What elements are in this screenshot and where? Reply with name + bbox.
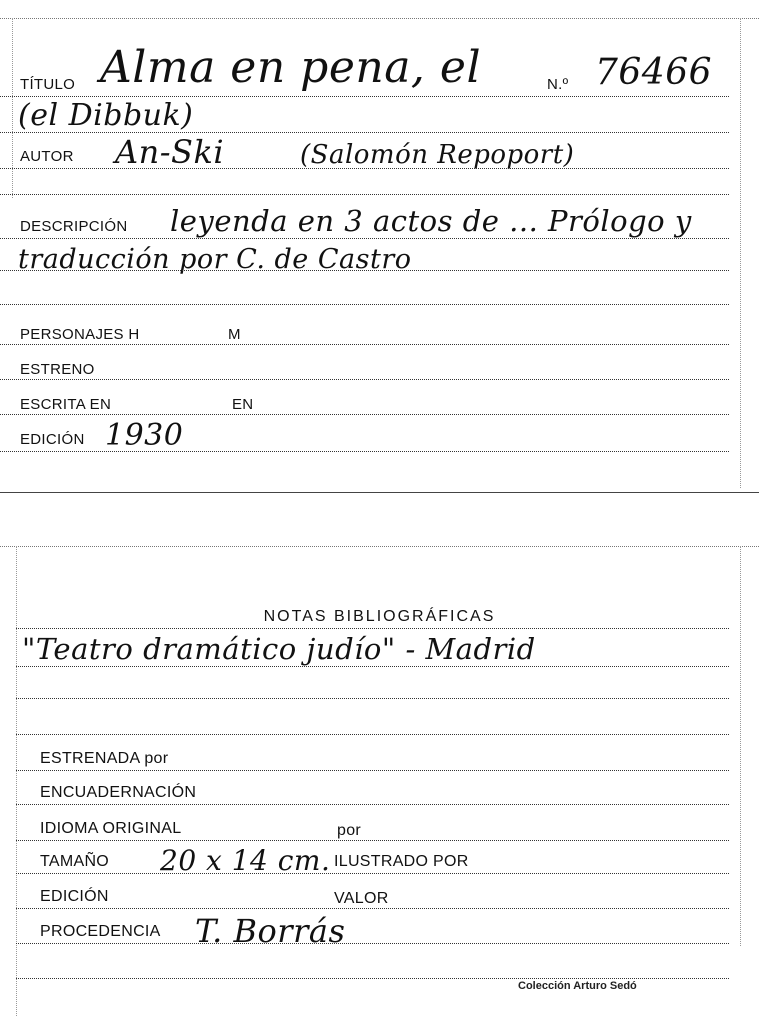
procedencia-rule bbox=[16, 943, 729, 944]
procedencia-value: T. Borrás bbox=[195, 912, 346, 950]
card-edge-top bbox=[0, 18, 759, 19]
escrita-label: ESCRITA EN bbox=[20, 396, 112, 413]
autor-label: AUTOR bbox=[20, 148, 74, 165]
encuadernacion-rule bbox=[16, 804, 729, 805]
collection-footer: Colección Arturo Sedó bbox=[518, 980, 637, 992]
card-edge-bottom bbox=[0, 492, 759, 493]
tamano-rule bbox=[16, 873, 729, 874]
numero-value: 76466 bbox=[595, 52, 713, 93]
notes-card-edge-top bbox=[0, 546, 759, 547]
escrita-en-label: EN bbox=[232, 396, 254, 413]
notas-rule-4 bbox=[16, 734, 729, 735]
edicion-value: 1930 bbox=[105, 418, 184, 453]
notes-card bbox=[0, 540, 759, 1028]
notas-rule-2 bbox=[16, 666, 729, 667]
notas-value: "Teatro dramático judío" - Madrid bbox=[22, 632, 536, 666]
card-edge-left bbox=[12, 18, 13, 198]
personajes-m-label: M bbox=[228, 326, 241, 343]
bottom-rule bbox=[16, 978, 729, 979]
encuadernacion-label: ENCUADERNACIÓN bbox=[40, 784, 197, 801]
procedencia-label: PROCEDENCIA bbox=[40, 923, 161, 940]
titulo-label: TÍTULO bbox=[20, 76, 76, 93]
notas-rule-3 bbox=[16, 698, 729, 699]
edicion-rule-bottom bbox=[16, 908, 729, 909]
titulo-rule bbox=[0, 96, 729, 97]
numero-label: N.º bbox=[547, 76, 569, 93]
titulo-rule-2 bbox=[0, 132, 729, 133]
descripcion-rule-2 bbox=[0, 270, 729, 271]
title-card bbox=[0, 0, 759, 495]
edicion-label: EDICIÓN bbox=[20, 431, 85, 448]
estreno-label: ESTRENO bbox=[20, 361, 95, 378]
edicion-rule bbox=[0, 451, 729, 452]
autor-rule bbox=[0, 168, 729, 169]
descripcion-value: leyenda en 3 actos de ... Prólogo y bbox=[170, 204, 692, 238]
descripcion-value-continuation: traducción por C. de Castro bbox=[18, 244, 412, 275]
card-edge-right bbox=[740, 18, 741, 488]
idioma-label: IDIOMA ORIGINAL bbox=[40, 820, 182, 837]
personajes-rule bbox=[0, 344, 729, 345]
estreno-rule bbox=[0, 379, 729, 380]
notas-rule bbox=[16, 628, 729, 629]
notes-card-edge-right bbox=[740, 546, 741, 946]
autor-rule-2 bbox=[0, 194, 729, 195]
notas-heading: NOTAS BIBLIOGRÁFICAS bbox=[263, 608, 496, 625]
ilustrado-label: ILUSTRADO POR bbox=[334, 853, 469, 870]
titulo-value: Alma en pena, el bbox=[100, 42, 482, 93]
descripcion-label: DESCRIPCIÓN bbox=[20, 218, 128, 235]
escrita-rule bbox=[0, 414, 729, 415]
titulo-value-continuation: (el Dibbuk) bbox=[18, 98, 194, 133]
autor-value-continuation: (Salomón Repoport) bbox=[300, 140, 575, 170]
idioma-por-label: por bbox=[337, 822, 362, 839]
tamano-value: 20 x 14 cm. bbox=[160, 844, 331, 877]
idioma-rule bbox=[16, 840, 729, 841]
estrenada-label: ESTRENADA por bbox=[40, 750, 169, 767]
tamano-label: TAMAÑO bbox=[40, 853, 110, 870]
estrenada-rule bbox=[16, 770, 729, 771]
autor-value: An-Ski bbox=[115, 133, 225, 171]
valor-label: VALOR bbox=[334, 890, 389, 907]
personajes-label: PERSONAJES H bbox=[20, 326, 140, 343]
blank-rule bbox=[0, 304, 729, 305]
edicion-label-bottom: EDICIÓN bbox=[40, 888, 109, 905]
descripcion-rule bbox=[0, 238, 729, 239]
